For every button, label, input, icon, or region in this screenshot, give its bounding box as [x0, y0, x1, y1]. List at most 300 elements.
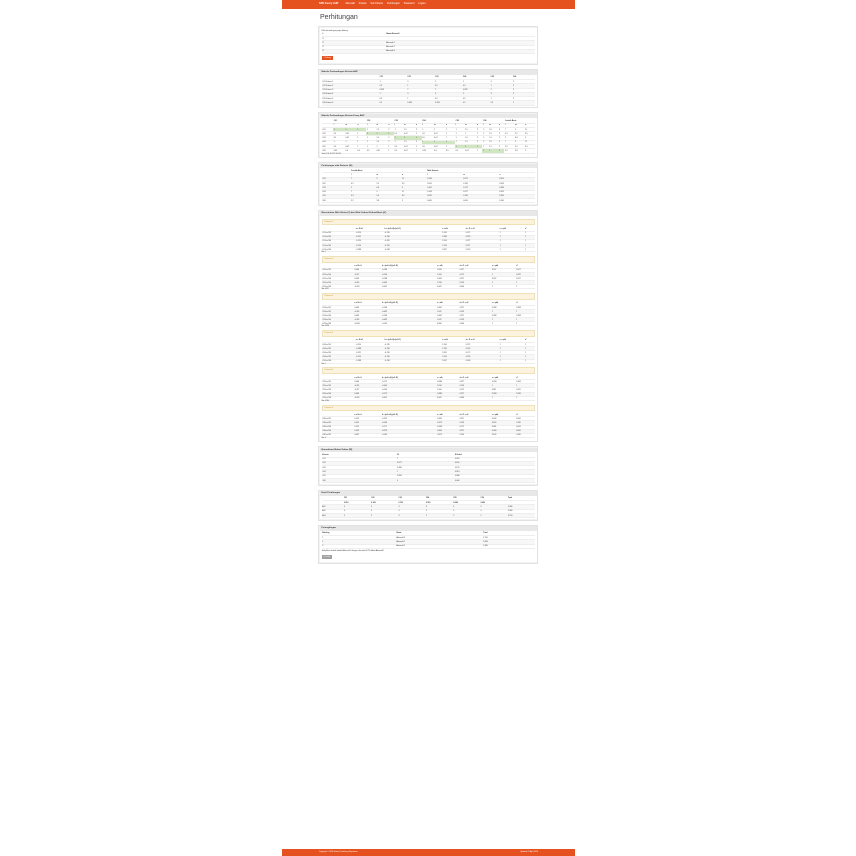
table-cell: 0.398 — [396, 466, 454, 470]
table-cell: 1 — [366, 136, 376, 140]
table-cell: 0.67 — [403, 145, 415, 149]
table-cell: 0.165 — [516, 433, 535, 437]
table-cell: 3 — [512, 88, 534, 92]
table-cell: 1 — [415, 145, 421, 149]
column-header: Kriteria — [322, 453, 397, 457]
group-header: C02 — [366, 119, 394, 123]
column-header: d = l1 = u2 — [459, 265, 491, 269]
table-cell: 0.227 — [465, 343, 499, 347]
table-cell: 2 — [388, 136, 394, 140]
table-cell: -0.188 — [381, 277, 436, 281]
table-cell: 0.172 — [459, 425, 491, 429]
table-cell: 0.398 — [491, 314, 515, 318]
table-cell: C06>=C05 — [322, 433, 354, 437]
vector-min: Min: 0.398 — [321, 326, 329, 328]
table-cell: -0.106 — [381, 388, 436, 392]
table-cell: C04>=C02 — [322, 347, 356, 351]
alt-name: Alternatif 2 — [385, 45, 534, 49]
nav-kriteria[interactable]: Kriteria — [358, 2, 367, 6]
table-cell: 0.5 — [445, 149, 455, 153]
vector-min: Min: 1 — [321, 363, 326, 365]
table-cell: 0.2 — [462, 101, 490, 105]
table-cell: 1.5 — [376, 127, 388, 131]
table-cell: -0.136 — [384, 235, 442, 239]
sub-header: m — [345, 123, 357, 127]
table-cell: Alternatif 3 — [396, 536, 483, 540]
table-cell: 1 — [366, 145, 376, 149]
table-cell: 0.092 — [427, 194, 463, 198]
table-cell: 1 — [499, 351, 525, 355]
cetak-button[interactable]: ⎙ Cetak — [323, 556, 331, 559]
table-cell: A03 — [322, 514, 344, 518]
table-cell: -0.596 — [436, 425, 459, 429]
vector-min-value: 0.284 — [324, 400, 329, 402]
table-cell: 1 — [422, 140, 434, 144]
total-label: Total (L, M, U) — [321, 153, 332, 155]
table-cell: 0.061 — [516, 425, 535, 429]
table-cell: 1 — [357, 136, 367, 140]
table-cell: -0.251 — [355, 351, 384, 355]
weights-table — [322, 453, 535, 483]
column-header: b = (m2-u2)-(m1-l1) — [381, 376, 436, 380]
weights-panel — [318, 446, 538, 486]
table-cell: 1.859 — [441, 351, 465, 355]
table-cell: 0.227 — [459, 417, 491, 421]
table-cell: 0.066 — [354, 392, 382, 396]
table-cell: C06 Kriteria 6 — [322, 101, 379, 105]
table-cell: 0.229 — [465, 248, 499, 252]
vector-block-title: Kriteria 5 — [322, 367, 535, 374]
table-cell: 0.066 — [354, 314, 382, 318]
result-panel — [318, 490, 538, 521]
table-cell: 0.102 — [427, 186, 463, 190]
table-cell: -0.031 — [354, 285, 382, 289]
table-cell: 0.139 — [465, 347, 499, 351]
vector-block-table — [322, 227, 535, 252]
column-header: Nama — [396, 532, 483, 536]
column-header: C06 — [480, 497, 507, 501]
vector-block-title: Kriteria 2 — [322, 256, 535, 263]
table-cell: 0.165 — [491, 433, 515, 437]
column-header: Total — [507, 497, 534, 501]
table-cell: 0.5 — [333, 136, 345, 140]
column-header: C02 — [407, 76, 435, 80]
table-cell: 1 — [524, 231, 534, 235]
nav-logout[interactable]: Logout — [418, 2, 426, 6]
table-cell: 1.5 — [376, 140, 388, 144]
weight-cell: 0.310 — [425, 501, 452, 505]
table-row — [322, 433, 535, 437]
vector-body — [320, 216, 537, 441]
table-cell: 0.5 — [357, 149, 367, 153]
table-cell: 1 — [445, 145, 455, 149]
table-row — [322, 285, 535, 289]
table-cell: 2 — [498, 145, 504, 149]
column-header: a = l2-u1 — [354, 413, 382, 417]
table-cell: C03>=C02 — [322, 310, 354, 314]
checkbox[interactable]: ☐ — [322, 41, 386, 45]
table-cell: 0.163 — [454, 461, 534, 465]
table-cell: 1 — [482, 145, 488, 149]
table-cell: 0.527 — [491, 268, 515, 272]
table-cell: C06>=C02 — [322, 421, 354, 425]
table-cell: 0.67 — [433, 145, 445, 149]
table-cell: C04>=C05 — [322, 355, 356, 359]
vector-min-value: 0.527 — [324, 289, 329, 291]
table-cell: 5 — [504, 136, 514, 140]
table-cell: -0.135 — [384, 355, 442, 359]
table-cell: 0.353 — [498, 177, 534, 181]
column-header: b = (m2-u2)-(m1-l1) — [381, 265, 436, 269]
table-cell: 5 — [343, 514, 370, 518]
column-header: c = a/b — [441, 227, 465, 231]
table-cell: 4.750 — [483, 536, 535, 540]
checkbox[interactable]: ☐ — [322, 45, 386, 49]
table-cell: 0.67 — [345, 145, 357, 149]
table-cell: 0.5 — [422, 132, 434, 136]
table-cell: 1.234 — [436, 281, 459, 285]
table-cell: 4.750 — [507, 514, 534, 518]
column-header: d' — [516, 413, 535, 417]
table-cell: -0.116 — [354, 281, 382, 285]
table-cell: 0.527 — [516, 268, 535, 272]
table-cell: 0.227 — [465, 239, 499, 243]
table-cell: 0.333 — [379, 88, 407, 92]
result-table — [322, 497, 535, 518]
group-header: Nilai Sintesis — [427, 169, 535, 173]
vector-min-value: 0 — [324, 437, 326, 439]
column-header: b = (m2-u2)-(m1-l1) — [381, 413, 436, 417]
table-cell: 1 — [476, 132, 482, 136]
table-cell: C02 — [322, 132, 333, 136]
weight-cell: 0.000 — [480, 501, 507, 505]
table-cell: 0 — [396, 479, 454, 483]
table-cell: C04>=C03 — [322, 351, 356, 355]
column-header: e = ydd — [491, 265, 515, 269]
table-cell: 0.67 — [403, 132, 415, 136]
footer-updated: Updated 01 April 2018 — [520, 851, 538, 854]
table-cell: 0.143 — [427, 190, 463, 194]
table-cell: 0.096 — [459, 322, 491, 326]
table-cell: 2 — [498, 136, 504, 140]
hitung-button[interactable]: ✎ Hitung — [323, 57, 331, 60]
table-cell: -0.117 — [354, 272, 382, 276]
table-cell: 0.5 — [422, 136, 434, 140]
table-cell: 1 — [422, 127, 434, 131]
table-cell: 1 — [491, 310, 515, 314]
vector-min-value: 1 — [324, 363, 326, 365]
table-cell: C05 — [322, 145, 333, 149]
table-cell: 0.172 — [462, 186, 498, 190]
vector-block-table — [322, 265, 535, 290]
table-cell: 0.139 — [459, 421, 491, 425]
table-cell: 6.8 — [376, 186, 401, 190]
checkbox[interactable]: ☐ — [322, 36, 386, 40]
table-cell: 3 — [512, 84, 534, 88]
table-cell: -0.575 — [436, 421, 459, 425]
table-cell: 0.5 — [333, 132, 345, 136]
table-cell: 0.143 — [354, 417, 382, 421]
table-cell: -0.180 — [381, 314, 436, 318]
table-cell: 0.67 — [345, 132, 357, 136]
table-cell: -0.116 — [354, 310, 382, 314]
nav-alternatif[interactable]: Alternatif — [345, 2, 355, 6]
column-header: d = l1 = u2 — [459, 376, 491, 380]
table-cell: 0.096 — [459, 396, 491, 400]
table-cell: -0.575 — [436, 433, 459, 437]
table-cell: 1.247 — [436, 318, 459, 322]
nav-sub-kriteria[interactable]: Sub Kriteria — [370, 2, 383, 6]
table-cell: 0.139 — [459, 318, 491, 322]
table-cell: 9 — [401, 186, 426, 190]
table-cell: 0.227 — [462, 177, 498, 181]
table-cell: 0.000 — [516, 429, 535, 433]
table-cell: 2 — [482, 127, 488, 131]
column-header: d' — [516, 265, 535, 269]
table-cell: 0.102 — [354, 425, 382, 429]
column-header: a = l2-u1 — [354, 302, 382, 306]
column-header: W — [396, 453, 454, 457]
sub-header: u — [445, 123, 455, 127]
table-cell: 0.172 — [465, 351, 499, 355]
table-cell: -0.100 — [381, 322, 436, 326]
table-cell: 0.310 — [454, 470, 534, 474]
table-cell: 2 — [415, 140, 421, 144]
table-cell: 0.2 — [379, 101, 407, 105]
table-cell: 0.67 — [433, 136, 445, 140]
table-cell: 1 — [455, 132, 465, 136]
column-header: c = a/b — [436, 302, 459, 306]
vector-min: Min: 0.527 — [321, 289, 329, 291]
table-cell: 4.5 — [350, 181, 375, 185]
table-cell: 1 — [434, 88, 462, 92]
column-header: C04 — [462, 76, 490, 80]
table-cell: 2 — [490, 88, 512, 92]
table-cell: 0.066 — [354, 277, 382, 281]
table-cell: 0.139 — [459, 310, 491, 314]
table-cell: 1 — [499, 248, 525, 252]
ranking-title: Perangkingan — [320, 526, 537, 531]
group-header: C06 — [482, 119, 504, 123]
table-cell: C01>=C05 — [322, 244, 356, 248]
table-cell: 3.2 — [350, 199, 375, 203]
table-cell: 0.227 — [462, 190, 498, 194]
fuzzy-matrix-title: Matriks Perbandingan Kriteria Fuzzy AHP — [320, 114, 537, 119]
column-header: e = ydd — [491, 302, 515, 306]
table-cell: 2 — [498, 132, 504, 136]
table-cell: -0.384 — [436, 380, 459, 384]
table-cell: 3 — [512, 97, 534, 101]
table-cell: C04>=C01 — [322, 343, 356, 347]
table-cell: C05>=C01 — [322, 380, 354, 384]
table-cell: 0.398 — [491, 306, 515, 310]
vector-block-table — [322, 413, 535, 438]
table-cell: 0.227 — [459, 277, 491, 281]
table-cell: 0.172 — [459, 388, 491, 392]
table-cell: 0.527 — [516, 277, 535, 281]
table-cell: 0.066 — [354, 306, 382, 310]
table-cell: Alternatif 1 — [396, 540, 483, 544]
table-cell: 9 — [524, 136, 534, 140]
group-header: Jumlah Baris — [350, 169, 426, 173]
column-header: b = (m2-u2)-(m1-l1) — [384, 227, 442, 231]
total-l: 31.2 — [331, 153, 336, 155]
table-cell: 1 — [476, 149, 482, 153]
table-cell: 3 — [407, 92, 435, 96]
table-cell: A01 — [322, 505, 344, 509]
table-cell: -0.288 — [355, 248, 384, 252]
table-cell: 0.284 — [491, 392, 515, 396]
column-header: W Lokal — [454, 453, 534, 457]
nav-password[interactable]: Password — [403, 2, 415, 6]
table-cell: 1 — [516, 318, 535, 322]
table-cell: 1 — [498, 149, 504, 153]
table-cell: 6.5 — [401, 194, 426, 198]
table-cell: 3.380 — [483, 544, 535, 548]
table-cell: -0.223 — [381, 429, 436, 433]
sub-header: m — [488, 123, 498, 127]
table-cell: Alternatif 2 — [396, 544, 483, 548]
table-cell: 2 — [476, 136, 482, 140]
table-cell: 3.466 — [507, 505, 534, 509]
table-cell: 1 — [499, 235, 525, 239]
table-cell: 1.846 — [441, 235, 465, 239]
table-cell: 1 — [464, 145, 476, 149]
sub-header: u — [476, 123, 482, 127]
alt-name: Alternatif 1 — [385, 41, 534, 45]
table-cell: 0.096 — [462, 199, 498, 203]
table-cell: 1 — [433, 127, 445, 131]
column-header: e = ydd — [499, 227, 525, 231]
table-cell: C06 — [322, 479, 397, 483]
table-cell: 1 — [445, 136, 455, 140]
table-cell: 0.811 — [491, 388, 515, 392]
table-cell: 1 — [482, 136, 488, 140]
vector-title: Menentukan Nilai Vektor (V) dan Nilai Ordinat Defuzzifikasi (d') — [320, 211, 537, 216]
table-cell: 0.092 — [354, 421, 382, 425]
table-cell: C06>=C03 — [322, 425, 354, 429]
table-cell: 1 — [445, 140, 455, 144]
table-cell: C02>=C03 — [322, 272, 354, 276]
checkbox[interactable]: ☐ — [322, 49, 386, 53]
table-row — [322, 248, 535, 252]
table-cell: -0.135 — [384, 343, 442, 347]
table-cell: 0.000 — [491, 429, 515, 433]
table-cell: 1 — [499, 347, 525, 351]
table-cell: 0.065 — [427, 199, 463, 203]
table-cell: 1 — [322, 536, 396, 540]
table-cell: C06 — [322, 149, 333, 153]
table-cell: 0.088 — [454, 474, 534, 478]
table-cell: -0.367 — [436, 314, 459, 318]
table-cell: -0.091 — [381, 285, 436, 289]
table-cell: 0.4 — [433, 149, 445, 153]
nav-perhitungan[interactable]: Perhitungan — [386, 2, 400, 6]
table-cell: 2 — [407, 88, 435, 92]
table-cell: 1.556 — [441, 231, 465, 235]
table-cell: 3 — [425, 509, 452, 513]
table-cell: -0.117 — [354, 388, 382, 392]
table-cell: 1 — [512, 101, 534, 105]
table-cell: 1 — [388, 132, 394, 136]
name-col: Nama Alternatif — [385, 33, 534, 37]
synthesis-table — [322, 169, 535, 203]
table-cell: 1 — [388, 149, 394, 153]
column-header: C02 — [370, 497, 397, 501]
column-header: C01 — [379, 76, 407, 80]
table-cell: 3 — [490, 92, 512, 96]
column-header: c = a/b — [441, 339, 465, 343]
vector-min-value: 1 — [324, 252, 326, 254]
brand-logo[interactable]: SPK Fuzzy AHP — [319, 2, 339, 6]
table-cell: 0.139 — [459, 281, 491, 285]
column-header: C04 — [425, 497, 452, 501]
table-cell: 1 — [357, 132, 367, 136]
synthesis-title: Perhitungan nilai Sintesis (Si) — [320, 164, 537, 169]
table-cell: 1 — [499, 359, 525, 363]
group-header: Jumlah Baris — [504, 119, 534, 123]
table-cell: 1 — [524, 239, 534, 243]
table-cell: 1.5 — [403, 127, 415, 131]
table-cell: 1 — [516, 384, 535, 388]
table-cell: 2.087 — [441, 248, 465, 252]
table-cell: 3 — [370, 505, 397, 509]
table-cell: C03 — [322, 186, 351, 190]
column-header: d' — [524, 227, 534, 231]
table-row — [322, 544, 535, 548]
table-cell: 9 — [376, 190, 401, 194]
table-cell: 1 — [407, 84, 435, 88]
table-cell: 0.143 — [427, 177, 463, 181]
table-cell: 5.5 — [514, 145, 524, 149]
table-cell: 0.5 — [422, 145, 434, 149]
table-cell: -0.135 — [384, 351, 442, 355]
table-cell: 1 — [357, 140, 367, 144]
table-cell: 4.5 — [350, 194, 375, 198]
table-cell: 0.527 — [491, 277, 515, 281]
table-cell: 1 — [516, 310, 535, 314]
table-cell: 3.466 — [483, 540, 535, 544]
table-cell: 1.5 — [488, 132, 498, 136]
group-header: C03 — [394, 119, 422, 123]
table-cell: 3.8 — [514, 149, 524, 153]
table-cell: 5 — [480, 514, 507, 518]
column-header: C03 — [398, 497, 425, 501]
table-cell: 0.310 — [454, 457, 534, 461]
table-cell: 5 — [401, 199, 426, 203]
table-cell: 0.3 — [462, 84, 490, 88]
table-cell: 1 — [388, 145, 394, 149]
table-cell: C02>=C06 — [322, 285, 354, 289]
table-cell: -0.116 — [354, 318, 382, 322]
table-cell: -0.116 — [354, 384, 382, 388]
column-header: C05 — [452, 497, 479, 501]
column-header: d = l1 = u2 — [465, 339, 499, 343]
table-cell: C05>=C04 — [322, 392, 354, 396]
table-cell: 5 — [425, 514, 452, 518]
table-cell: 7 — [350, 190, 375, 194]
table-cell: 3 — [398, 505, 425, 509]
table-cell: 7 — [504, 127, 514, 131]
fuzzy-matrix-panel — [318, 112, 538, 158]
table-cell: 0.527 — [396, 461, 454, 465]
table-cell: 0.227 — [465, 244, 499, 248]
group-header: C05 — [455, 119, 483, 123]
sub-header: l — [427, 173, 463, 177]
table-cell: C04 Kriteria 4 — [322, 92, 379, 96]
table-cell: 2.5 — [488, 127, 498, 131]
table-cell: C01>=C02 — [322, 231, 356, 235]
